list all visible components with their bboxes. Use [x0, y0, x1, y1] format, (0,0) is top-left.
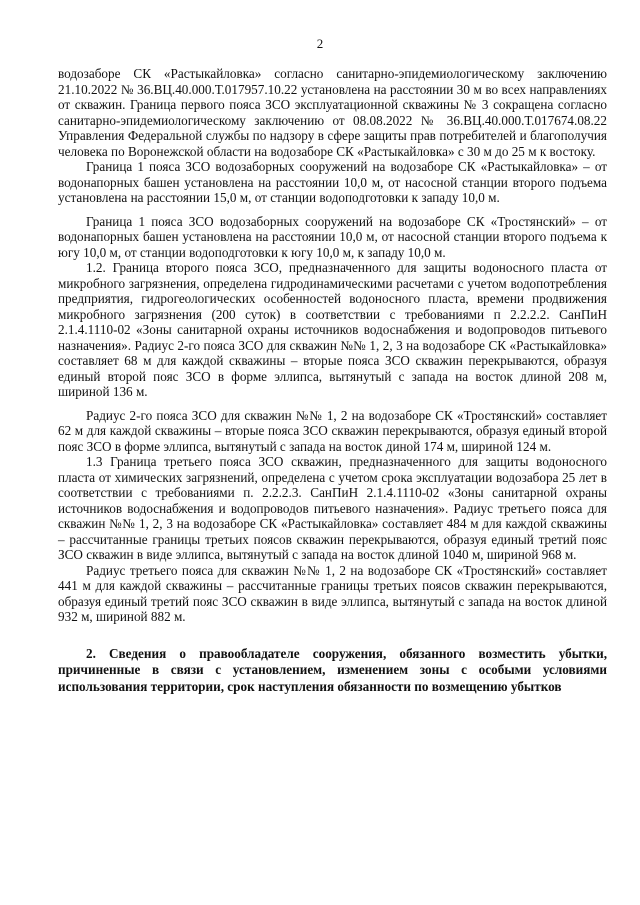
paragraph-zone2-rastykailovka: 1.2. Граница второго пояса ЗСО, предназначенного для защиты водоносного пласта от микробного загрязнения, определена гидродинамическими расчетами с учетом водопотребления предприятия, гидрогеологических особенностей водоносного пласта, времени продвижения микробного загрязнения (200 суток) в соответствии с требованиями п 2.2.2.2. СанПиН 2.1.4.1110-02 «Зоны санитарной охраны источников водоснабжения и водопроводов питьевого назначения». Радиус 2-го пояса ЗСО для скважин №№ 1, 2, 3 на водозаборе СК «Растыкайловка» составляет 68 м для каждой скважины – вторые пояса ЗСО скважин перекрываются, образуя единый второй пояс ЗСО в форме эллипса, вытянутый с запада на восток длиной 208 м, шириной 136 м.: [58, 260, 607, 399]
document-body: [58, 66, 607, 695]
paragraph-zone1-rastykailovka: Граница 1 пояса ЗСО водозаборных сооружений на водозаборе СК «Растыкайловка» – от водонапорных башен установлена на расстоянии 10,0 м, от насосной станции второго подъема установлена на расстоянии 15,0 м, от станции водоподготовки к западу 10,0 м.: [58, 159, 607, 205]
paragraph-continuation: водозаборе СК «Растыкайловка» согласно санитарно-эпидемиологическому заключению 21.10.2022 № 36.ВЦ.40.000.Т.017957.10.22 установлена на расстоянии 30 м во всех направлениях от скважин. Граница первого пояса ЗСО эксплуатационной скважины № 3 сокращена согласно санитарно-эпидемиологическому заключению от 08.08.2022 № 36.ВЦ.40.000.Т.017674.08.22 Управления Федеральной службы по надзору в сфере защиты прав потребителей и благополучия человека по Воронежской области на водозаборе СК «Растыкайловка» с 30 м до 25 м к востоку.: [58, 66, 607, 159]
paragraph-zone3-trostyansky: Радиус третьего пояса для скважин №№ 1, 2 на водозаборе СК «Тростянский» составляет 441 м для каждой скважины – рассчитанные границы третьих поясов скважин перекрываются, образуя единый третий пояс ЗСО скважин в виде эллипса, вытянутый с запада на восток длиной 932 м, шириной 882 м.: [58, 562, 607, 624]
page-number: 2: [316, 36, 324, 51]
section-heading: 2. Сведения о правообладателе сооружения, обязанного возместить убытки, причиненные в связи с установлением, изменением зоны с особыми условиями использования территории, срок наступления обязанности по возмещению убытков: [58, 645, 607, 694]
paragraph-zone2-trostyansky: Радиус 2-го пояса ЗСО для скважин №№ 1, 2 на водозаборе СК «Тростянский» составляет 62 м для каждой скважины – вторые пояса ЗСО скважин перекрываются, образуя единый второй пояс ЗСО в форме эллипса, вытянутый с запада на восток диной 174 м, шириной 124 м.: [58, 407, 607, 454]
paragraph-zone1-trostyansky: Граница 1 пояса ЗСО водозаборных сооружений на водозаборе СК «Тростянский» – от водонапорных башен установлена на расстоянии 10,0 м, от насосной станции второго подъема к югу 10,0 м, от станции водоподготовки к югу 10,0 м, к западу 10,0 м.: [58, 213, 607, 260]
paragraph-zone3-rastykailovka: 1.3 Граница третьего пояса ЗСО скважин, предназначенного для защиты водоносного пласта от химических загрязнений, определена с учетом срока эксплуатации водозабора 25 лет в соответствии с требованиями п. 2.2.2.3. СанПиН 2.1.4.1110-02 «Зоны санитарной охраны источников водоснабжения и водопроводов питьевого назначения». Радиус третьего пояса для скважин №№ 1, 2, 3 на водозаборе СК «Растыкайловка» составляет 484 м для каждой скважины – рассчитанные границы третьих поясов скважин перекрываются, образуя единый третий пояс ЗСО скважин в виде эллипса, вытянутый с запада на восток длиной 1040 м, шириной 968 м.: [58, 454, 607, 562]
